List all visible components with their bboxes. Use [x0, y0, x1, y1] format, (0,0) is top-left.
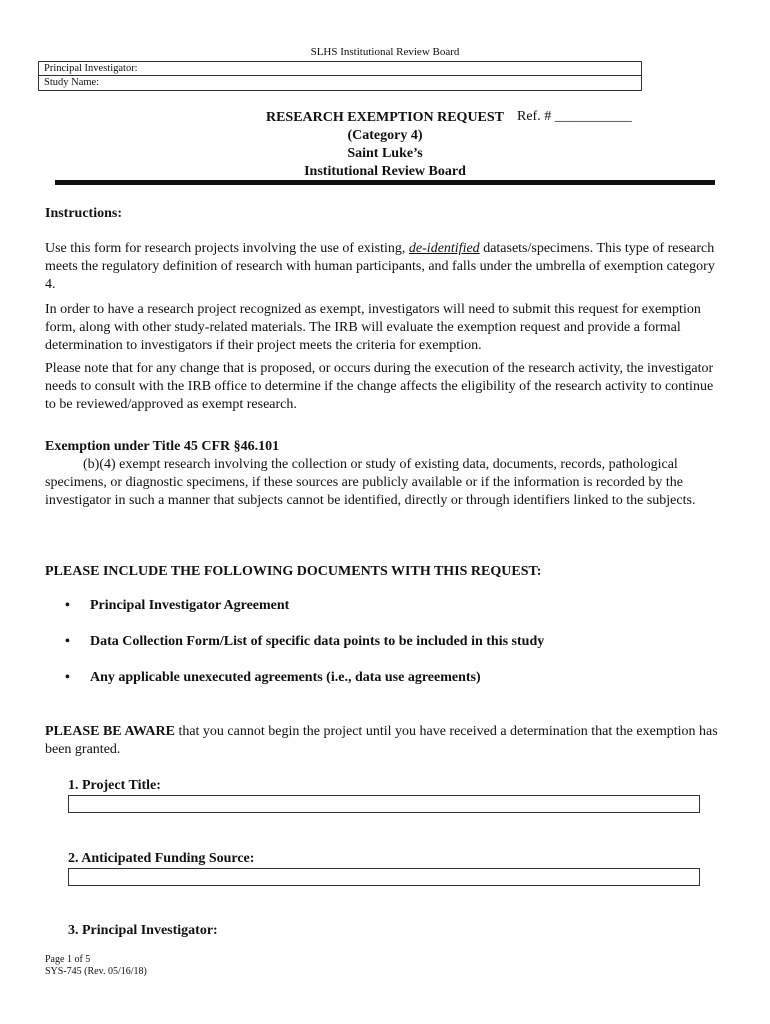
exemption-text: (b)(4) exempt research involving the collection or study of existing data, documents, records, pathological specimens, or diagnostic specimens, if these sources are publicly available or if the information is recorded by the investigator in such a manner that subjects cannot be identified, directly or through identifiers linked to the subjects. — [45, 457, 696, 508]
instructions-paragraph-3 — [45, 360, 725, 414]
instructions-paragraph-1 — [45, 240, 725, 294]
exemption-body — [45, 456, 725, 510]
aware-text: that you cannot begin the project until you have received a determination that the exemption has been granted. — [45, 724, 718, 757]
p2-text: In order to have a research project recognized as exempt, investigators will need to submit this request for exemption form, along with other study-related materials. The IRB will evaluate the exemption request and provide a formal determination to investigators if their project meets the criteria for exemption. — [45, 302, 701, 353]
bullet-icon: • — [65, 598, 70, 613]
org-header: SLHS Institutional Review Board — [310, 46, 460, 58]
p1-text-b: datasets/specimens. This type of research meets the regulatory definition of research with human participants, and falls under the umbrella of exemption category 4. — [45, 241, 715, 292]
list-item: • Any applicable unexecuted agreements (i.e., data use agreements) — [65, 670, 481, 685]
page-number: Page 1 of 5 — [45, 954, 91, 965]
p1-emphasis: de-identified — [408, 241, 480, 256]
form-code: SYS-745 (Rev. 05/16/18) — [45, 966, 147, 977]
pi-study-box — [38, 61, 642, 91]
documents-heading: PLEASE INCLUDE THE FOLLOWING DOCUMENTS WITH THIS REQUEST: — [45, 564, 542, 579]
question-project-title: 1. Project Title: — [68, 778, 161, 793]
instructions-heading: Instructions: — [45, 206, 123, 221]
bullet-icon: • — [65, 670, 70, 685]
title-divider — [55, 180, 715, 185]
funding-source-field[interactable] — [68, 868, 700, 886]
title-line-1: RESEARCH EXEMPTION REQUEST — [265, 110, 505, 125]
question-funding-source: 2. Anticipated Funding Source: — [68, 851, 255, 866]
ref-number: Ref. # ___________ — [517, 109, 632, 124]
instructions-paragraph-2 — [45, 301, 725, 355]
bullet-icon: • — [65, 634, 70, 649]
title-line-4: Institutional Review Board — [304, 164, 466, 179]
title-line-2: (Category 4) — [347, 128, 423, 143]
form-title — [200, 109, 570, 181]
question-principal-investigator: 3. Principal Investigator: — [68, 923, 218, 938]
p3-text: Please note that for any change that is proposed, or occurs during the execution of the research activity, the investigator needs to consult with the IRB office to determine if the change affects the eligibility of the research activity to continue to be reviewed/approved as exempt research. — [45, 361, 714, 412]
page-footer — [45, 954, 147, 978]
exemption-heading: Exemption under Title 45 CFR §46.101 — [45, 439, 280, 454]
aware-notice — [45, 723, 725, 759]
p1-text-a: Use this form for research projects involving the use of existing, — [45, 241, 409, 256]
study-name-label: Study Name: — [44, 77, 100, 88]
aware-bold: PLEASE BE AWARE — [45, 724, 175, 739]
list-item: • Principal Investigator Agreement — [65, 598, 290, 613]
project-title-field[interactable] — [68, 795, 700, 813]
pi-label: Principal Investigator: — [39, 62, 641, 76]
title-line-3: Saint Luke’s — [347, 146, 423, 161]
list-item: • Data Collection Form/List of specific data points to be included in this study — [65, 634, 545, 649]
